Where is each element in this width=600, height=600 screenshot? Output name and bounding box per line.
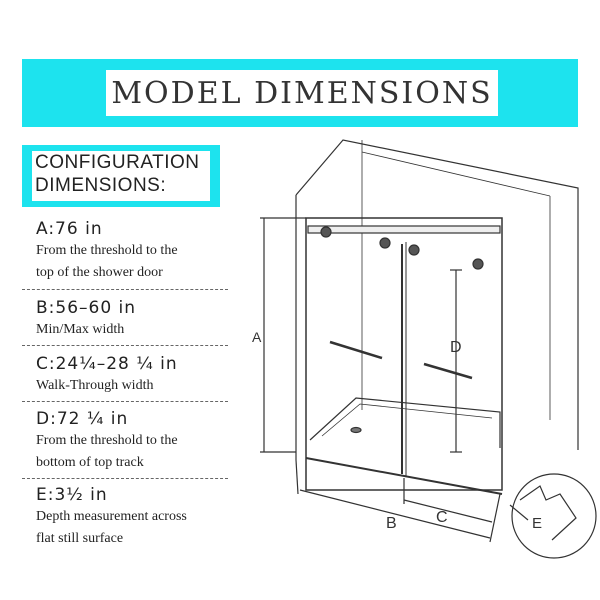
door-frame <box>306 218 502 490</box>
roller <box>380 238 390 248</box>
shower-tray <box>310 398 500 448</box>
dimension-e-desc1: Depth measurement across <box>36 509 187 524</box>
dim-c-line <box>404 500 492 522</box>
roller <box>409 245 419 255</box>
roller <box>321 227 331 237</box>
config-title-line2: DIMENSIONS: <box>35 175 167 196</box>
dim-b-tick-left <box>296 460 298 494</box>
dimension-d-desc2: bottom of top track <box>36 455 144 470</box>
dimension-a-desc2: top of the shower door <box>36 265 163 280</box>
enclosure-inner-top <box>362 152 550 196</box>
dimension-e-value: E:3½ in <box>36 485 108 505</box>
dimension-c-desc1: Walk-Through width <box>36 378 154 393</box>
roller <box>473 259 483 269</box>
handle-bar <box>424 364 472 378</box>
dimension-c-value: C:24¼–28 ¼ in <box>36 354 178 374</box>
dimension-a-desc1: From the threshold to the <box>36 243 178 258</box>
dimension-d-value: D:72 ¼ in <box>36 409 129 429</box>
dimension-d-desc1: From the threshold to the <box>36 433 178 448</box>
config-title-line1: CONFIGURATION <box>35 152 200 173</box>
dimension-b-desc1: Min/Max width <box>36 322 125 337</box>
top-track <box>308 226 500 233</box>
dimension-e-desc2: flat still surface <box>36 531 124 546</box>
label-e: E <box>532 515 543 532</box>
label-a: A <box>252 329 262 345</box>
detail-circle-e <box>512 474 596 558</box>
drain <box>351 428 361 433</box>
label-d: D <box>450 339 462 356</box>
label-b: B <box>386 515 397 532</box>
page-title: MODEL DIMENSIONS <box>111 75 493 111</box>
enclosure-outline <box>296 140 578 450</box>
dimension-b-value: B:56–60 in <box>36 298 137 318</box>
dimension-a-value: A:76 in <box>36 219 103 239</box>
label-c: C <box>436 509 448 526</box>
detail-profile <box>520 486 576 540</box>
handle-bar <box>330 342 382 358</box>
dim-b-tick-right <box>490 494 500 542</box>
